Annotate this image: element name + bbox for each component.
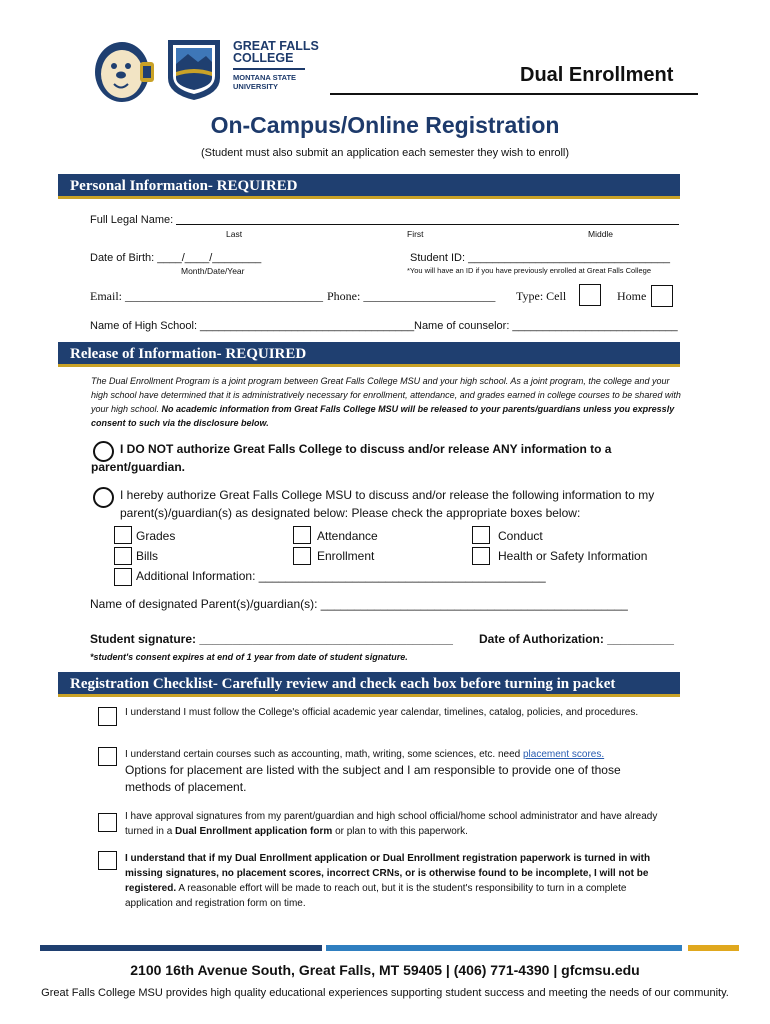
additional-info-checkbox[interactable] (114, 568, 132, 586)
additional-info-field[interactable]: Additional Information: ___________________________________________ (136, 569, 546, 583)
checklist-item-4-checkbox[interactable] (98, 851, 117, 870)
header-rule (330, 93, 698, 95)
authorize-radio[interactable] (93, 487, 114, 508)
student-id-field[interactable]: Student ID: _________________________________ (410, 252, 670, 264)
logo-line-4: UNIVERSITY (233, 82, 279, 91)
page-subtitle: (Student must also submit an application each semester they wish to enroll) (200, 147, 570, 159)
phone-type-cell-label: Type: Cell (516, 289, 567, 303)
checklist-item-2-checkbox[interactable] (98, 747, 117, 766)
checklist-item-1-checkbox[interactable] (98, 707, 117, 726)
checklist-item-2-line1 (125, 747, 673, 762)
college-logo-name (233, 40, 319, 64)
conduct-label: Conduct (498, 529, 543, 543)
release-paragraph-text: The Dual Enrollment Program is a joint program between Great Falls College MSU and your high school. As a joint program, the college and your high school have determined that it is administratively necessary for enrollment, attendance, and grades earned in college courses to be shared with your high school. (91, 376, 681, 414)
last-name-hint: Last (226, 229, 243, 239)
health-safety-label: Health or Safety Information (498, 549, 648, 563)
footer-address: 2100 16th Avenue South, Great Falls, MT 59405 | (406) 771-4390 | gfcmsu.edu (130, 962, 640, 978)
phone-field[interactable]: Phone: ______________________ (327, 289, 496, 303)
checklist-item-3-a: I have approval signatures from my parent/guardian and high school official/home school administrator and have already turned in a (125, 811, 658, 837)
dob-field[interactable]: Date of Birth: ____/____/________ (90, 252, 262, 264)
release-paragraph (91, 374, 681, 430)
checklist-item-3-b: or plan to with this paperwork. (332, 826, 468, 837)
checklist-item-4-b: A reasonable effort will be made to reach out, but it is the student's responsibility to turn in a complete application and registration form on time. (125, 883, 627, 909)
grades-label: Grades (136, 529, 176, 543)
dob-hint: Month/Date/Year (181, 266, 245, 276)
release-paragraph-bold: No academic information from Great Falls College MSU will be released to your parents/guardians unless you expressly consent to such via the disclosure below. (91, 404, 675, 428)
designated-guardian-field[interactable]: Name of designated Parent(s)/guardian(s): ______________________________________________ (90, 597, 628, 611)
bills-label: Bills (136, 549, 159, 563)
checklist-item-3-text (125, 809, 673, 839)
phone-type-home-label: Home (617, 289, 647, 303)
health-safety-checkbox[interactable] (472, 547, 490, 565)
placement-scores-link[interactable]: placement scores. (522, 749, 605, 760)
bills-checkbox[interactable] (114, 547, 132, 565)
checklist-item-1-text: I understand I must follow the College's official academic year calendar, timelines, catalog, policies, and procedures. (125, 707, 639, 718)
checklist-heading: Registration Checklist- Carefully review and check each box before turning in packet (58, 672, 680, 697)
grades-checkbox[interactable] (114, 526, 132, 544)
mascot-logo (90, 36, 160, 106)
do-not-authorize-label: I DO NOT authorize Great Falls College to discuss and/or release ANY information to a parent/guardian. (91, 442, 612, 474)
page-header-title: Dual Enrollment (520, 64, 674, 86)
footer-stripe-blue (326, 945, 682, 951)
university-logo-name (233, 73, 296, 91)
logo-divider (233, 68, 305, 70)
college-shield-logo (166, 38, 222, 102)
release-info-heading: Release of Information- REQUIRED (58, 342, 680, 367)
footer-tagline: Great Falls College MSU provides high quality educational experiences supporting student success and meeting the needs of our community. (41, 987, 729, 999)
checklist-item-3-checkbox[interactable] (98, 813, 117, 832)
footer-stripe-gold (688, 945, 739, 951)
legal-name-label: Full Legal Name: (90, 214, 174, 226)
legal-name-field[interactable] (176, 224, 679, 225)
checklist-item-2-text: I understand certain courses such as accounting, math, writing, some sciences, etc. need (125, 749, 523, 760)
conduct-checkbox[interactable] (472, 526, 490, 544)
checklist-item-4-bold: I understand that if my Dual Enrollment application or Dual Enrollment registration paperwork is turned in with missing signatures, no placement scores, incorrect CRNs, or is otherwise found to be incomplete, I will not be registered. (125, 853, 651, 894)
cell-checkbox[interactable] (579, 284, 601, 306)
logo-line-2: COLLEGE (233, 51, 294, 65)
logo-line-1: GREAT FALLS (233, 39, 319, 53)
page-title: On-Campus/Online Registration (210, 112, 560, 138)
enrollment-checkbox[interactable] (293, 547, 311, 565)
authorization-date-field[interactable]: Date of Authorization: __________ (479, 632, 674, 646)
student-id-hint: *You will have an ID if you have previously enrolled at Great Falls College (407, 266, 652, 275)
consent-note: *student's consent expires at end of 1 year from date of student signature. (90, 652, 408, 662)
first-name-hint: First (407, 229, 424, 239)
checklist-item-2-line2: Options for placement are listed with the subject and I am responsible to provide one of those methods of placement. (125, 763, 621, 794)
counselor-field[interactable]: Name of counselor: ___________________________ (414, 320, 678, 332)
enrollment-label: Enrollment (317, 549, 375, 563)
checklist-item-3-bold: Dual Enrollment application form (175, 826, 333, 837)
middle-name-hint: Middle (588, 229, 614, 239)
footer-stripe-navy (40, 945, 322, 951)
attendance-checkbox[interactable] (293, 526, 311, 544)
attendance-label: Attendance (317, 529, 378, 543)
home-checkbox[interactable] (651, 285, 673, 307)
logo-line-3: MONTANA STATE (233, 73, 297, 82)
email-field[interactable]: Email: _________________________________ (90, 289, 323, 303)
personal-info-heading: Personal Information- REQUIRED (58, 174, 680, 199)
student-signature-field[interactable]: Student signature: ______________________________________ (90, 632, 453, 646)
checklist-item-4-text (125, 851, 675, 911)
high-school-field[interactable]: Name of High School: ___________________________________ (90, 320, 415, 332)
authorize-label: I hereby authorize Great Falls College MSU to discuss and/or release the following information to my parent(s)/guardian(s) as designated below: Please check the appropriate boxes below: (120, 488, 655, 520)
